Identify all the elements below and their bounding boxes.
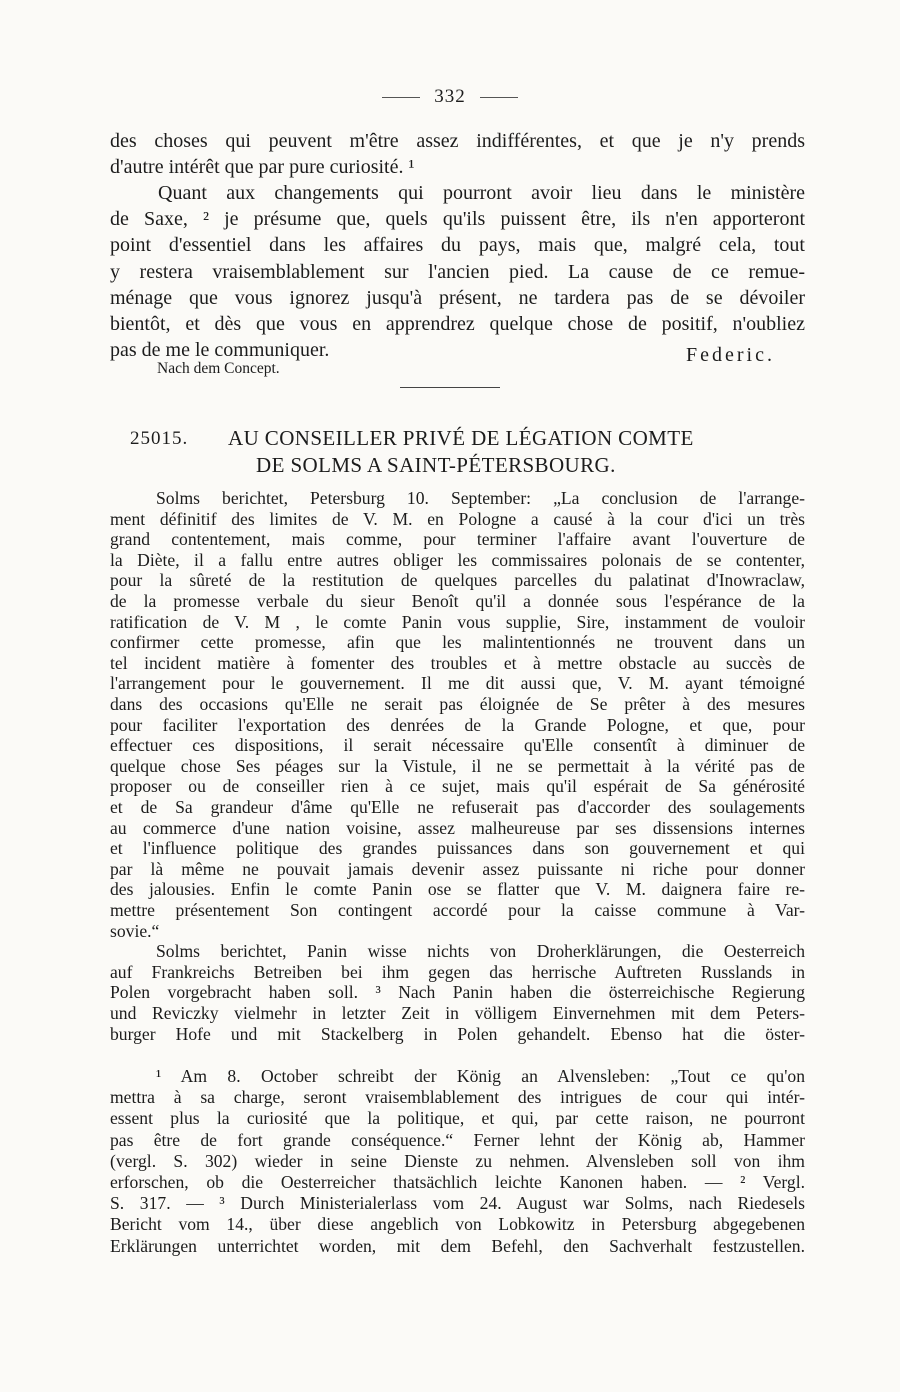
body-line: dans des occasions qu'Elle ne serait pas éloignée de Se prêter à des mesures [110,694,805,714]
intro-line: ménage que vous ignorez jusqu'à présent, ne tardera pas de se dévoiler [110,286,805,309]
footnote-line: mettra à sa charge, seront vraisemblablement des intrigues de cour qui intér- [110,1087,805,1108]
body-line: mettre présentement Son contingent accordé pour la caisse commune à Var- [110,900,805,920]
body-line: Solms berichtet, Panin wisse nichts von Droherklärungen, die Oesterreich [156,941,805,962]
body-line: grand contentement, mais comme, pour terminer l'affaire avant l'ouverture de [110,529,805,550]
body-line: und Reviczky vielmehr in letzter Zeit in völligem Einvernehmen mit dem Peters- [110,1003,805,1023]
signature: Federic. [686,344,775,366]
page-number: 332 [434,86,466,107]
body-line: burger Hofe und mit Stackelberg in Polen gehandelt. Ebenso hat die öster- [110,1023,805,1044]
footnote-line: essent plus la curiosité que la politique, et qui, par cette raison, ne pourront [110,1108,805,1129]
body-line: Polen vorgebracht haben soll. ³ Nach Panin haben die österreichische Regierung [110,982,805,1003]
body-line: sovie.“ [110,920,160,941]
section-divider [400,387,500,388]
body-line: proposer ou de conseiller rien à ce sujet, mais qu'il espérait de Sa générosité [110,776,805,797]
body-line: effectuer ces dispositions, il serait nécessaire qu'Elle consentît à diminuer de [110,735,805,756]
body-line: quelque chose Ses péages sur la Vistule, il ne se permettait à la vérité pas de [110,755,805,776]
footnote-line: pas être de fort grande conséquence.“ Ferner lehnt der König ab, Hammer [110,1129,805,1150]
header-dash-left [382,97,420,98]
letter-title-line-2: DE SOLMS A SAINT-PÉTERSBOURG. [256,453,616,477]
footnote-line: Bericht vom 14., über diese angeblich von Lobkowitz in Petersburg abgegebenen [110,1214,805,1235]
intro-line: pas de me le communiquer. [110,338,330,361]
footnote-line: erforschen, ob die Oesterreicher thatsächlich leichte Kanonen haben. — ² Vergl. [110,1172,805,1192]
intro-line: des choses qui peuvent m'être assez indifférentes, et que je n'y prends [110,130,805,152]
body-line: Solms berichtet, Petersburg 10. September: „La conclusion de l'arrange- [156,488,805,508]
body-line: et de Sa grandeur d'âme qu'Elle ne refuserait pas d'accorder des soulagements [110,797,805,817]
body-line: l'arrangement pour le gouvernement. Il me dit aussi que, V. M. ayant témoigné [110,673,805,694]
intro-line: Quant aux changements qui pourront avoir lieu dans le ministère [158,182,805,205]
body-line: des jalousies. Enfin le comte Panin ose se flatter que V. M. daignera faire re- [110,879,805,900]
body-line: de la promesse verbale du sieur Benoît qu'il a donnée sous l'espérance de la [110,591,805,611]
body-line: la Diète, il a fallu entre autres obliger les commissaires polonais de se contenter, [110,549,805,570]
body-line: auf Frankreichs Betreiben bei ihm gegen das herrische Auftreten Russlands in [110,961,805,982]
intro-line: point d'essentiel dans les affaires du pays, mais que, malgré cela, tout [110,234,805,257]
letter-number: 25015. [130,428,189,449]
page-header [0,86,900,108]
footnote-line: (vergl. S. 302) wieder in seine Dienste zu nehmen. Alvensleben soll von ihm [110,1150,805,1171]
letter-title-line-1: AU CONSEILLER PRIVÉ DE LÉGATION COMTE [228,426,694,450]
body-line: ment définitif des limites de V. M. en Pologne a causé à la cour d'ici un très [110,508,805,529]
body-line: ratification de V. M , le comte Panin vous supplie, Sire, instamment de vouloir [110,611,805,632]
footnote-line: ¹ Am 8. October schreibt der König an Alvensleben: „Tout ce qu'on [156,1066,805,1086]
intro-line: d'autre intérêt que par pure curiosité. ¹ [110,156,415,179]
body-line: par là même ne pouvait jamais devenir assez puissante ni riche pour donner [110,858,805,879]
intro-line: y restera vraisemblablement sur l'ancien pied. La cause de ce remue- [110,260,805,283]
body-line: confirmer cette promesse, afin que les malintentionnés ne trouvent dans un [110,632,805,653]
body-line: et l'influence politique des grandes puissances dans son gouvernement et qui [110,838,805,859]
body-line: pour la sûreté de la restitution de quelques parcelles du palatinat d'Inowraclaw, [110,570,805,591]
source-note: Nach dem Concept. [157,360,280,377]
body-line: tel incident matière à fomenter des troubles et à mettre obstacle au succès de [110,652,805,673]
intro-line: de Saxe, ² je présume que, quels qu'ils puissent être, ils n'en apporteront [110,208,805,231]
intro-line: bientôt, et dès que vous en apprendrez quelque chose de positif, n'oubliez [110,312,805,335]
header-dash-right [480,97,518,98]
footnote-line: S. 317. — ³ Durch Ministerialerlass vom 24. August war Solms, nach Riedesels [110,1193,805,1214]
footnote-line: Erklärungen unterrichtet worden, mit dem Befehl, den Sachverhalt festzustellen. [110,1235,805,1256]
body-line: au commerce d'une nation voisine, assez malheureuse par ses dissensions internes [110,817,805,838]
body-line: pour faciliter l'exportation des denrées de la Grande Pologne, et que, pour [110,714,805,735]
